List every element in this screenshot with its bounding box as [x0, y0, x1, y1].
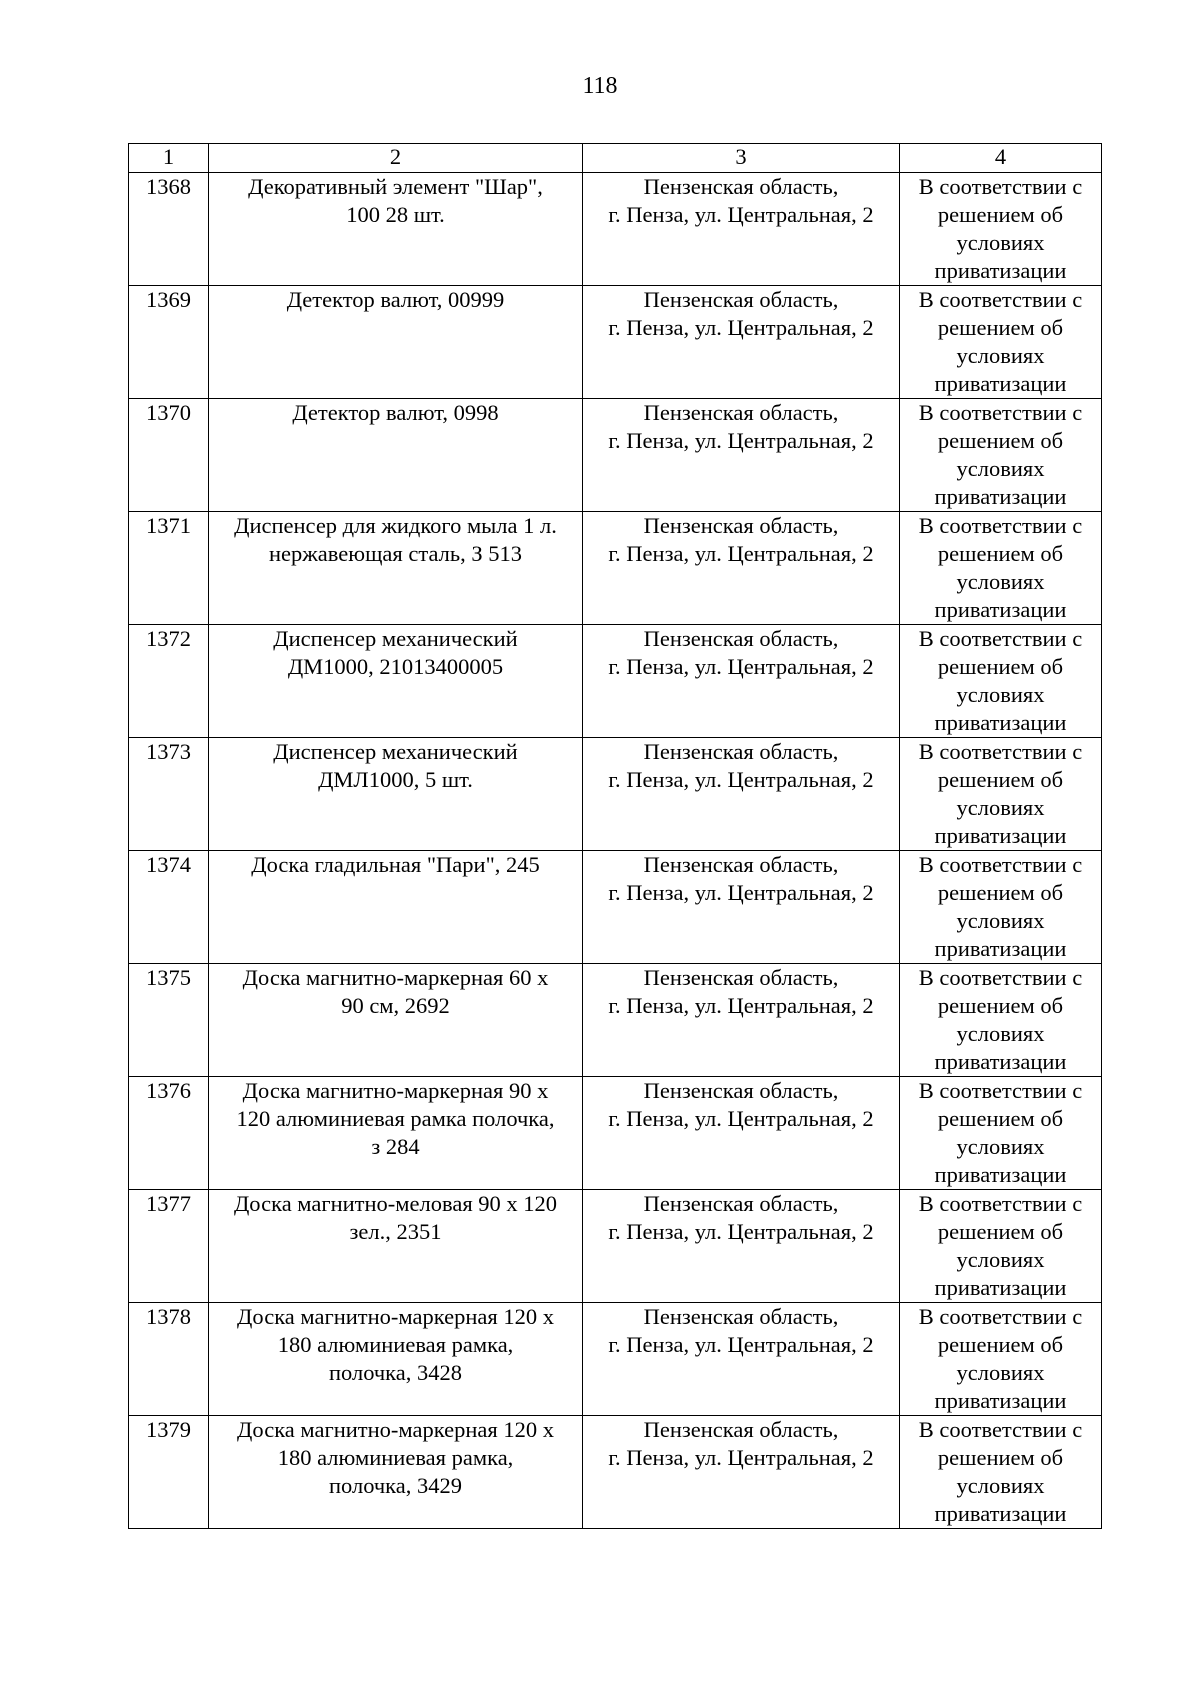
note-cell-line: решением об	[937, 428, 1064, 453]
item-name-cell-line: Доска магнитно-маркерная 60 х	[242, 965, 549, 990]
table-row	[129, 1190, 1102, 1303]
note-cell-line: В соответствии с	[918, 174, 1083, 199]
row-number-cell: 1378	[129, 1303, 209, 1416]
note-cell-line: приватизации	[934, 1275, 1067, 1300]
note-cell-line: В соответствии с	[918, 400, 1083, 425]
note-cell-line: приватизации	[934, 1388, 1067, 1413]
note-cell-line: В соответствии с	[918, 1078, 1083, 1103]
row-number-cell: 1369	[129, 286, 209, 399]
note-cell-line: решением об	[937, 1332, 1064, 1357]
note-cell-line: условиях	[956, 908, 1045, 933]
address-cell-line: г. Пенза, ул. Центральная, 2	[608, 767, 874, 792]
address-cell	[583, 1077, 900, 1190]
item-name-cell-line: Доска магнитно-меловая 90 х 120	[233, 1191, 558, 1216]
table-row	[129, 738, 1102, 851]
address-cell	[583, 173, 900, 286]
note-cell-line: приватизации	[934, 484, 1067, 509]
address-cell-line: г. Пенза, ул. Центральная, 2	[608, 541, 874, 566]
address-cell-line: Пензенская область,	[643, 1417, 839, 1442]
item-name-cell	[209, 1190, 583, 1303]
note-cell-line: решением об	[937, 880, 1064, 905]
note-cell-line: решением об	[937, 541, 1064, 566]
note-cell-line: приватизации	[934, 258, 1067, 283]
note-cell-line: условиях	[956, 1134, 1045, 1159]
item-name-cell-line: з 284	[371, 1134, 420, 1159]
note-cell-line: В соответствии с	[918, 852, 1083, 877]
note-cell-line: В соответствии с	[918, 1417, 1083, 1442]
note-cell-line: условиях	[956, 456, 1045, 481]
address-cell-line: г. Пенза, ул. Центральная, 2	[608, 428, 874, 453]
item-name-cell-line: 180 алюминиевая рамка,	[277, 1332, 514, 1357]
row-number-cell: 1374	[129, 851, 209, 964]
note-cell	[900, 964, 1102, 1077]
address-cell-line: Пензенская область,	[643, 513, 839, 538]
item-name-cell-line: Диспенсер механический	[273, 626, 518, 651]
note-cell	[900, 738, 1102, 851]
note-cell-line: условиях	[956, 1473, 1045, 1498]
note-cell-line: приватизации	[934, 597, 1067, 622]
table-row	[129, 964, 1102, 1077]
item-name-cell-line: Доска гладильная "Пари", 245	[251, 852, 540, 877]
row-number-cell: 1376	[129, 1077, 209, 1190]
note-cell	[900, 1416, 1102, 1529]
item-name-cell-line: 180 алюминиевая рамка,	[277, 1445, 514, 1470]
item-name-cell	[209, 1416, 583, 1529]
row-number-cell: 1371	[129, 512, 209, 625]
item-name-cell-line: Диспенсер для жидкого мыла 1 л.	[234, 513, 557, 538]
address-cell-line: Пензенская область,	[643, 174, 839, 199]
note-cell-line: В соответствии с	[918, 965, 1083, 990]
property-table	[128, 143, 1102, 1529]
row-number-cell: 1377	[129, 1190, 209, 1303]
table-row	[129, 851, 1102, 964]
note-cell	[900, 286, 1102, 399]
address-cell-line: г. Пенза, ул. Центральная, 2	[608, 315, 874, 340]
item-name-cell-line: зел., 2351	[349, 1219, 442, 1244]
note-cell-line: приватизации	[934, 1501, 1067, 1526]
item-name-cell-line: полочка, 3428	[328, 1360, 463, 1385]
table-row	[129, 173, 1102, 286]
address-cell-line: Пензенская область,	[643, 739, 839, 764]
address-cell	[583, 964, 900, 1077]
note-cell-line: условиях	[956, 795, 1045, 820]
table-row	[129, 1077, 1102, 1190]
address-cell	[583, 1190, 900, 1303]
address-cell	[583, 851, 900, 964]
note-cell	[900, 851, 1102, 964]
note-cell-line: В соответствии с	[918, 1304, 1083, 1329]
item-name-cell	[209, 1303, 583, 1416]
note-cell-line: приватизации	[934, 371, 1067, 396]
note-cell-line: В соответствии с	[918, 739, 1083, 764]
note-cell-line: приватизации	[934, 936, 1067, 961]
address-cell-line: Пензенская область,	[643, 400, 839, 425]
address-cell-line: Пензенская область,	[643, 1078, 839, 1103]
note-cell-line: решением об	[937, 202, 1064, 227]
item-name-cell-line: полочка, 3429	[328, 1473, 463, 1498]
address-cell	[583, 512, 900, 625]
note-cell-line: решением об	[937, 993, 1064, 1018]
table-row	[129, 399, 1102, 512]
item-name-cell-line: Диспенсер механический	[273, 739, 518, 764]
note-cell	[900, 625, 1102, 738]
note-cell-line: решением об	[937, 654, 1064, 679]
address-cell	[583, 399, 900, 512]
item-name-cell	[209, 399, 583, 512]
address-cell-line: г. Пенза, ул. Центральная, 2	[608, 993, 874, 1018]
note-cell-line: решением об	[937, 767, 1064, 792]
address-cell-line: Пензенская область,	[643, 965, 839, 990]
item-name-cell	[209, 173, 583, 286]
address-cell	[583, 286, 900, 399]
item-name-cell	[209, 286, 583, 399]
note-cell	[900, 173, 1102, 286]
item-name-cell	[209, 851, 583, 964]
item-name-cell-line: 120 алюминиевая рамка полочка,	[236, 1106, 555, 1131]
table-row	[129, 286, 1102, 399]
table-row	[129, 1303, 1102, 1416]
note-cell-line: решением об	[937, 315, 1064, 340]
row-number-cell: 1375	[129, 964, 209, 1077]
item-name-cell-line: ДМ1000, 21013400005	[287, 654, 504, 679]
note-cell	[900, 399, 1102, 512]
address-cell	[583, 738, 900, 851]
column-header-2: 2	[209, 144, 583, 173]
row-number-cell: 1368	[129, 173, 209, 286]
address-cell-line: Пензенская область,	[643, 1191, 839, 1216]
note-cell-line: приватизации	[934, 710, 1067, 735]
note-cell-line: решением об	[937, 1106, 1064, 1131]
table-row	[129, 1416, 1102, 1529]
address-cell	[583, 625, 900, 738]
table-row	[129, 625, 1102, 738]
item-name-cell-line: Доска магнитно-маркерная 120 х	[237, 1304, 554, 1329]
note-cell	[900, 1077, 1102, 1190]
note-cell-line: приватизации	[934, 1049, 1067, 1074]
note-cell-line: условиях	[956, 343, 1045, 368]
table-body	[129, 173, 1102, 1529]
row-number-cell: 1370	[129, 399, 209, 512]
page-number: 118	[582, 73, 618, 99]
address-cell-line: г. Пенза, ул. Центральная, 2	[608, 1332, 874, 1357]
address-cell-line: г. Пенза, ул. Центральная, 2	[608, 654, 874, 679]
address-cell-line: г. Пенза, ул. Центральная, 2	[608, 1219, 874, 1244]
item-name-cell-line: Декоративный элемент "Шар",	[248, 174, 543, 199]
note-cell-line: условиях	[956, 1247, 1045, 1272]
item-name-cell	[209, 625, 583, 738]
note-cell-line: В соответствии с	[918, 626, 1083, 651]
address-cell-line: г. Пенза, ул. Центральная, 2	[608, 1106, 874, 1131]
item-name-cell-line: 100 28 шт.	[346, 202, 445, 227]
item-name-cell-line: Доска магнитно-маркерная 120 х	[237, 1417, 554, 1442]
item-name-cell-line: Детектор валют, 00999	[286, 287, 505, 312]
note-cell	[900, 1303, 1102, 1416]
item-name-cell-line: Доска магнитно-маркерная 90 х	[242, 1078, 549, 1103]
table-header-row	[129, 144, 1102, 173]
item-name-cell	[209, 1077, 583, 1190]
item-name-cell	[209, 738, 583, 851]
table-row	[129, 512, 1102, 625]
note-cell-line: В соответствии с	[918, 287, 1083, 312]
column-header-3: 3	[583, 144, 900, 173]
column-header-4: 4	[900, 144, 1102, 173]
address-cell	[583, 1303, 900, 1416]
column-header-1: 1	[129, 144, 209, 173]
item-name-cell-line: Детектор валют, 0998	[292, 400, 499, 425]
note-cell-line: решением об	[937, 1445, 1064, 1470]
address-cell-line: Пензенская область,	[643, 287, 839, 312]
address-cell-line: г. Пенза, ул. Центральная, 2	[608, 1445, 874, 1470]
note-cell	[900, 1190, 1102, 1303]
note-cell-line: условиях	[956, 230, 1045, 255]
note-cell-line: условиях	[956, 569, 1045, 594]
item-name-cell-line: ДМЛ1000, 5 шт.	[318, 767, 473, 792]
item-name-cell	[209, 964, 583, 1077]
item-name-cell-line: 90 см, 2692	[341, 993, 450, 1018]
row-number-cell: 1372	[129, 625, 209, 738]
note-cell-line: условиях	[956, 1360, 1045, 1385]
address-cell	[583, 1416, 900, 1529]
item-name-cell	[209, 512, 583, 625]
note-cell	[900, 512, 1102, 625]
note-cell-line: В соответствии с	[918, 513, 1083, 538]
note-cell-line: решением об	[937, 1219, 1064, 1244]
row-number-cell: 1373	[129, 738, 209, 851]
address-cell-line: г. Пенза, ул. Центральная, 2	[608, 880, 874, 905]
row-number-cell: 1379	[129, 1416, 209, 1529]
note-cell-line: условиях	[956, 1021, 1045, 1046]
address-cell-line: г. Пенза, ул. Центральная, 2	[608, 202, 874, 227]
item-name-cell-line: нержавеющая сталь, З 513	[268, 541, 523, 566]
note-cell-line: приватизации	[934, 1162, 1067, 1187]
note-cell-line: условиях	[956, 682, 1045, 707]
address-cell-line: Пензенская область,	[643, 1304, 839, 1329]
address-cell-line: Пензенская область,	[643, 852, 839, 877]
address-cell-line: Пензенская область,	[643, 626, 839, 651]
note-cell-line: приватизации	[934, 823, 1067, 848]
note-cell-line: В соответствии с	[918, 1191, 1083, 1216]
